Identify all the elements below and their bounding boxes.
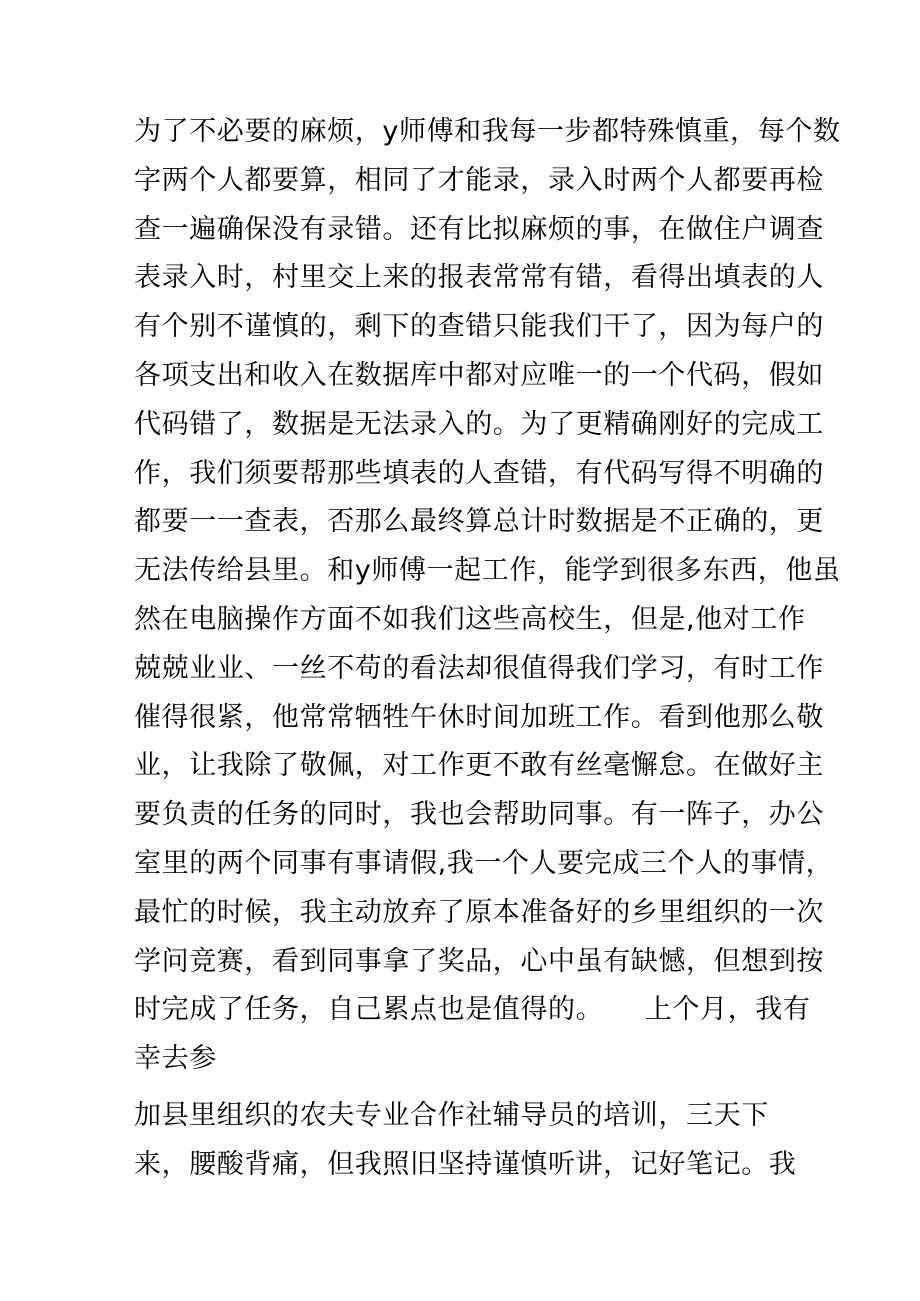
- text-line: 催得很紧，他常常牺牲午休时间加班工作。看到他那么敬: [134, 701, 824, 733]
- text-line: 幸去参: [134, 1043, 217, 1075]
- text-line: 查一遍确保没有录错。还有比拟麻烦的事，在做住户调查: [134, 213, 824, 245]
- body-text: [134, 108, 841, 1190]
- text-line: 有个别不谨慎的，剩下的查错只能我们干了，因为每户的: [134, 311, 824, 343]
- text-line: 要负责的任务的同时，我也会帮助同事。有一阵子，办公: [134, 799, 824, 831]
- text-line: 无法传给县里。和y师傅一起工作，能学到很多东西，他虽: [134, 555, 841, 587]
- text-line: 为了不必要的麻烦，y师傅和我每一步都特殊慎重，每个数: [134, 116, 841, 147]
- text-line: 各项支出和收入在数据库中都对应唯一的一个代码，假如: [134, 359, 824, 391]
- text-line: 室里的两个同事有事请假,我一个人要完成三个人的事情，: [134, 847, 834, 879]
- text-line: 然在电脑操作方面不如我们这些高校生，但是,他对工作: [134, 603, 806, 635]
- text-line: 业，让我除了敬佩，对工作更不敢有丝毫懈怠。在做好主: [134, 750, 824, 782]
- text-line: 加县里组织的农夫专业合作社辅导员的培训，三天下: [134, 1099, 769, 1131]
- text-line: 字两个人都要算，相同了才能录，录入时两个人都要再检: [134, 164, 824, 196]
- text-line: 作，我们须要帮那些填表的人查错，有代码写得不明确的: [134, 457, 824, 489]
- text-line: 兢兢业业、一丝不苟的看法却很值得我们学习，有时工作: [134, 652, 824, 684]
- text-line: 学问竞赛，看到同事拿了奖品，心中虽有缺憾，但想到按: [134, 945, 824, 977]
- text-line: 最忙的时候，我主动放弃了原本准备好的乡里组织的一次: [134, 896, 824, 928]
- text-line: 代码错了，数据是无法录入的。为了更精确刚好的完成工: [134, 408, 824, 440]
- text-line: 来，腰酸背痛，但我照旧坚持谨慎听讲，记好笔记。我: [134, 1148, 797, 1180]
- text-line: 表录入时，村里交上来的报表常常有错，看得出填表的人: [134, 262, 824, 294]
- text-line: 都要一一查表，否那么最终算总计时数据是不正确的，更: [134, 506, 824, 538]
- text-line: 时完成了任务，自己累点也是值得的。 上个月，我有: [134, 994, 811, 1026]
